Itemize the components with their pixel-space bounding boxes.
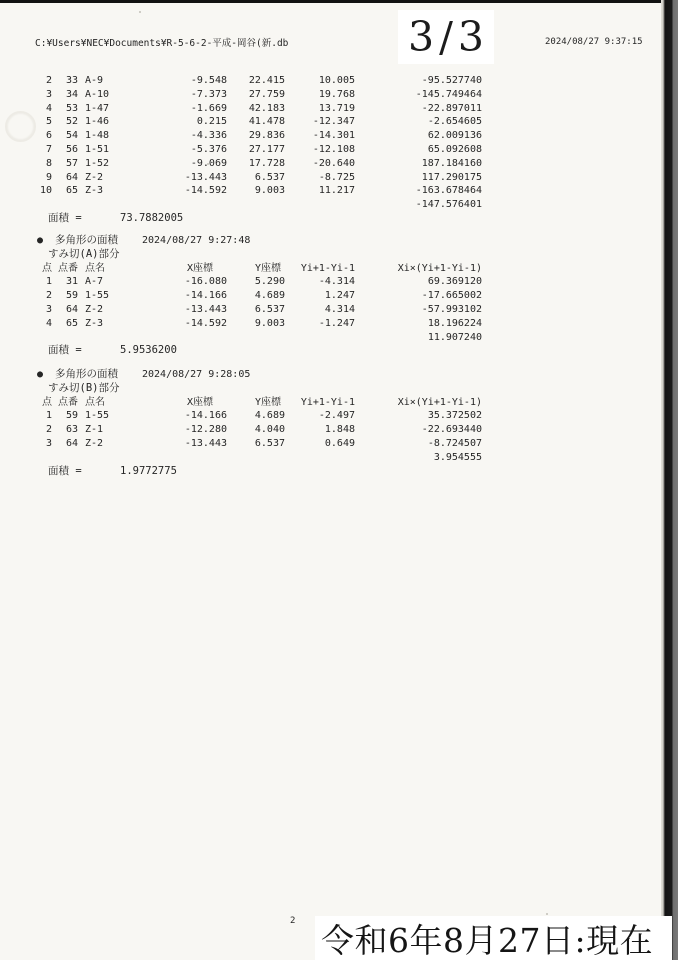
table-cell: 22.415 bbox=[248, 75, 285, 86]
table-row bbox=[30, 409, 482, 423]
table-cell: 65 bbox=[65, 317, 78, 329]
table-row bbox=[30, 171, 482, 185]
table-cell: Z-1 bbox=[85, 424, 104, 436]
table-cell: 1-48 bbox=[85, 130, 110, 142]
table-cell: 19.768 bbox=[318, 88, 355, 100]
table-cell: 1-55 bbox=[85, 410, 110, 422]
table-cell: 1-51 bbox=[85, 143, 110, 155]
area-label: 面積 = bbox=[48, 464, 82, 477]
table-cell: 4.314 bbox=[324, 303, 355, 315]
scan-speck bbox=[546, 913, 548, 915]
table-row bbox=[30, 275, 482, 289]
table-cell: -7.373 bbox=[190, 88, 227, 100]
table-cell: 5 bbox=[45, 116, 52, 128]
date-stamp-band bbox=[315, 916, 672, 960]
table-cell: 11.217 bbox=[318, 185, 355, 197]
column-total: 11.907240 bbox=[427, 331, 482, 343]
area-result bbox=[48, 212, 482, 226]
table-cell: 42.183 bbox=[248, 102, 285, 114]
table-cell: -95.527740 bbox=[421, 75, 482, 86]
table-cell: 1-55 bbox=[85, 290, 110, 302]
table-cell: 31 bbox=[65, 276, 78, 288]
scan-edge-right bbox=[661, 0, 678, 960]
table-cell: 3 bbox=[45, 303, 52, 315]
table-cell: 0.215 bbox=[196, 116, 227, 128]
table-cell: -5.376 bbox=[190, 143, 227, 155]
table-cell: -14.166 bbox=[184, 290, 227, 302]
table-cell: -12.280 bbox=[184, 424, 227, 436]
section-subtitle: すみ切(A)部分 bbox=[48, 247, 120, 260]
table-cell: -4.336 bbox=[190, 130, 227, 142]
table-cell: 64 bbox=[65, 171, 78, 183]
table-cell: -4.314 bbox=[318, 276, 355, 288]
table-cell: Yi+1-Yi-1 bbox=[300, 396, 355, 408]
table-cell: 62.009136 bbox=[427, 130, 482, 142]
file-path: C:¥Users¥NEC¥Documents¥R-5-6-2-平成-岡谷(新.db bbox=[35, 38, 289, 49]
table-cell: 65 bbox=[65, 185, 78, 197]
table-cell: -22.693440 bbox=[421, 424, 482, 436]
section-title: 多角形の面積 bbox=[55, 234, 118, 246]
continuation-table bbox=[30, 74, 482, 226]
table-cell: 6.537 bbox=[254, 171, 285, 183]
table-cell: -14.592 bbox=[184, 317, 227, 329]
table-cell: -8.724507 bbox=[427, 437, 482, 449]
table-cell: 33 bbox=[65, 75, 78, 86]
table-cell: 57 bbox=[65, 157, 78, 169]
area-result bbox=[48, 465, 482, 479]
table-row bbox=[30, 115, 482, 129]
area-result bbox=[48, 344, 482, 358]
table-cell: -22.897011 bbox=[421, 102, 482, 114]
table-cell: -2.654605 bbox=[427, 116, 482, 128]
section-b bbox=[30, 368, 482, 478]
table-cell: 1.247 bbox=[324, 290, 355, 302]
table-cell: 1 bbox=[45, 276, 52, 288]
table-row bbox=[30, 88, 482, 102]
area-value: 5.9536200 bbox=[120, 344, 177, 357]
table-cell: Xi×(Yi+1-Yi-1) bbox=[397, 262, 482, 274]
table-cell: -145.749464 bbox=[415, 88, 482, 100]
table-row bbox=[30, 289, 482, 303]
section-b-header-row bbox=[30, 396, 482, 410]
table-cell: -163.678464 bbox=[415, 185, 482, 197]
section-b-title-line bbox=[30, 368, 482, 382]
table-cell: 点番 bbox=[58, 262, 78, 274]
table-row bbox=[30, 262, 482, 276]
table-cell: 4.689 bbox=[254, 410, 285, 422]
table-row bbox=[30, 184, 482, 198]
table-cell: 1-46 bbox=[85, 116, 110, 128]
section-datetime: 2024/08/27 9:27:48 bbox=[142, 235, 251, 246]
section-a-header-row bbox=[30, 262, 482, 276]
column-total: 3.954555 bbox=[433, 451, 482, 463]
table-cell: -16.080 bbox=[184, 276, 227, 288]
area-label: 面積 = bbox=[48, 344, 82, 357]
table-cell: 4.040 bbox=[254, 424, 285, 436]
area-label: 面積 = bbox=[48, 211, 82, 224]
section-datetime: 2024/08/27 9:28:05 bbox=[142, 369, 251, 380]
page-indicator: 3/3 bbox=[408, 13, 489, 61]
table-cell: 2 bbox=[45, 290, 52, 302]
table-row bbox=[30, 143, 482, 157]
table-cell: 6 bbox=[45, 130, 52, 142]
table-cell: 63 bbox=[65, 424, 78, 436]
table-cell: -12.108 bbox=[312, 143, 355, 155]
table-row bbox=[30, 437, 482, 451]
table-cell: A-10 bbox=[85, 88, 110, 100]
table-cell: 54 bbox=[65, 130, 78, 142]
table-cell: 35.372502 bbox=[427, 410, 482, 422]
table-cell: Yi+1-Yi-1 bbox=[300, 262, 355, 274]
table-row bbox=[30, 102, 482, 116]
table-cell: -20.640 bbox=[312, 157, 355, 169]
table-cell: -57.993102 bbox=[421, 303, 482, 315]
table-row bbox=[30, 396, 482, 410]
table-row bbox=[30, 423, 482, 437]
area-value: 1.9772775 bbox=[120, 464, 177, 477]
printed-at-timestamp: 2024/08/27 9:37:15 bbox=[545, 37, 643, 47]
table-cell: -13.443 bbox=[184, 303, 227, 315]
table-cell: 点 bbox=[42, 396, 52, 408]
table-cell: 0.649 bbox=[324, 437, 355, 449]
table-cell: 27.759 bbox=[248, 88, 285, 100]
table-cell: Z-2 bbox=[85, 437, 104, 449]
table-cell: -1.669 bbox=[190, 102, 227, 114]
table-cell: 点番 bbox=[58, 396, 78, 408]
table-cell: 2 bbox=[45, 424, 52, 436]
table-cell: -17.665002 bbox=[421, 290, 482, 302]
table-cell: -14.166 bbox=[184, 410, 227, 422]
table-cell: -9.069 bbox=[190, 157, 227, 169]
table-cell: 9.003 bbox=[254, 317, 285, 329]
table-cell: -14.301 bbox=[312, 130, 355, 142]
table-cell: 1-52 bbox=[85, 157, 110, 169]
table-cell: 17.728 bbox=[248, 157, 285, 169]
table-cell: 59 bbox=[65, 290, 78, 302]
table-cell: 53 bbox=[65, 102, 78, 114]
table-cell: Z-2 bbox=[85, 303, 104, 315]
table-cell: -8.725 bbox=[318, 171, 355, 183]
table-cell: 69.369120 bbox=[427, 276, 482, 288]
table-cell: 6.537 bbox=[254, 303, 285, 315]
table-cell: 52 bbox=[65, 116, 78, 128]
table-cell: 1.848 bbox=[324, 424, 355, 436]
table-cell: X座標 bbox=[186, 396, 213, 408]
section-a-title-line bbox=[30, 234, 482, 248]
table-cell: 56 bbox=[65, 143, 78, 155]
table-cell: 4.689 bbox=[254, 290, 285, 302]
table-cell: 4 bbox=[45, 317, 52, 329]
table-cell: 34 bbox=[65, 88, 78, 100]
table-cell: 3 bbox=[45, 437, 52, 449]
table-cell: -13.443 bbox=[184, 437, 227, 449]
table-cell: Y座標 bbox=[254, 262, 281, 274]
table-cell: 187.184160 bbox=[421, 157, 482, 169]
table-row bbox=[30, 317, 482, 331]
table-cell: 6.537 bbox=[254, 437, 285, 449]
section-b-rows bbox=[30, 409, 482, 450]
table-cell: 41.478 bbox=[248, 116, 285, 128]
table-cell: -2.497 bbox=[318, 410, 355, 422]
table-cell: 65.092608 bbox=[427, 143, 482, 155]
table-cell: A-7 bbox=[85, 276, 104, 288]
table-cell: 点 bbox=[42, 262, 52, 274]
scan-speck bbox=[139, 11, 141, 13]
section-subtitle: すみ切(B)部分 bbox=[48, 381, 120, 394]
table-cell: 18.196224 bbox=[427, 317, 482, 329]
table-cell: 8 bbox=[45, 157, 52, 169]
section-a bbox=[30, 234, 482, 358]
table-cell: Z-3 bbox=[85, 317, 104, 329]
table-cell: 10 bbox=[39, 185, 52, 197]
bullet-icon: ● bbox=[37, 369, 44, 380]
table-cell: 64 bbox=[65, 303, 78, 315]
table-cell: 9 bbox=[45, 171, 52, 183]
table-row bbox=[30, 303, 482, 317]
table-cell: 13.719 bbox=[318, 102, 355, 114]
bullet-icon: ● bbox=[37, 235, 44, 246]
table-cell: Y座標 bbox=[254, 396, 281, 408]
section-a-rows bbox=[30, 275, 482, 330]
column-total: -147.576401 bbox=[415, 199, 482, 211]
table-row bbox=[30, 74, 482, 88]
table-cell: -1.247 bbox=[318, 317, 355, 329]
table-cell: 1 bbox=[45, 410, 52, 422]
table-cell: A-9 bbox=[85, 75, 104, 86]
table-cell: Z-2 bbox=[85, 171, 104, 183]
table-cell: 5.290 bbox=[254, 276, 285, 288]
table-cell: 点名 bbox=[85, 396, 105, 408]
table-row bbox=[30, 157, 482, 171]
table-cell: 1-47 bbox=[85, 102, 110, 114]
page-number: 2 bbox=[290, 916, 296, 926]
table-cell: 64 bbox=[65, 437, 78, 449]
table-cell: 点名 bbox=[85, 262, 105, 274]
table-cell: -13.443 bbox=[184, 171, 227, 183]
page-indicator-box bbox=[398, 10, 494, 64]
table-cell: 10.005 bbox=[318, 75, 355, 86]
continuation-table-rows bbox=[30, 74, 482, 198]
table-row bbox=[30, 129, 482, 143]
section-title: 多角形の面積 bbox=[55, 368, 118, 380]
table-cell: Z-3 bbox=[85, 185, 104, 197]
table-cell: 2 bbox=[45, 75, 52, 86]
table-cell: -12.347 bbox=[312, 116, 355, 128]
table-cell: 3 bbox=[45, 88, 52, 100]
table-cell: 27.177 bbox=[248, 143, 285, 155]
table-cell: -14.592 bbox=[184, 185, 227, 197]
area-value: 73.7882005 bbox=[120, 211, 184, 224]
table-cell: 4 bbox=[45, 102, 52, 114]
table-cell: Xi×(Yi+1-Yi-1) bbox=[397, 396, 482, 408]
scan-edge-top bbox=[0, 0, 678, 3]
table-cell: -9.548 bbox=[190, 75, 227, 86]
table-cell: 9.003 bbox=[254, 185, 285, 197]
table-cell: 7 bbox=[45, 143, 52, 155]
table-cell: 29.836 bbox=[248, 130, 285, 142]
table-cell: 59 bbox=[65, 410, 78, 422]
date-stamp: 令和6年8月27日:現在 bbox=[321, 920, 654, 960]
table-cell: X座標 bbox=[186, 262, 213, 274]
table-cell: 117.290175 bbox=[421, 171, 482, 183]
